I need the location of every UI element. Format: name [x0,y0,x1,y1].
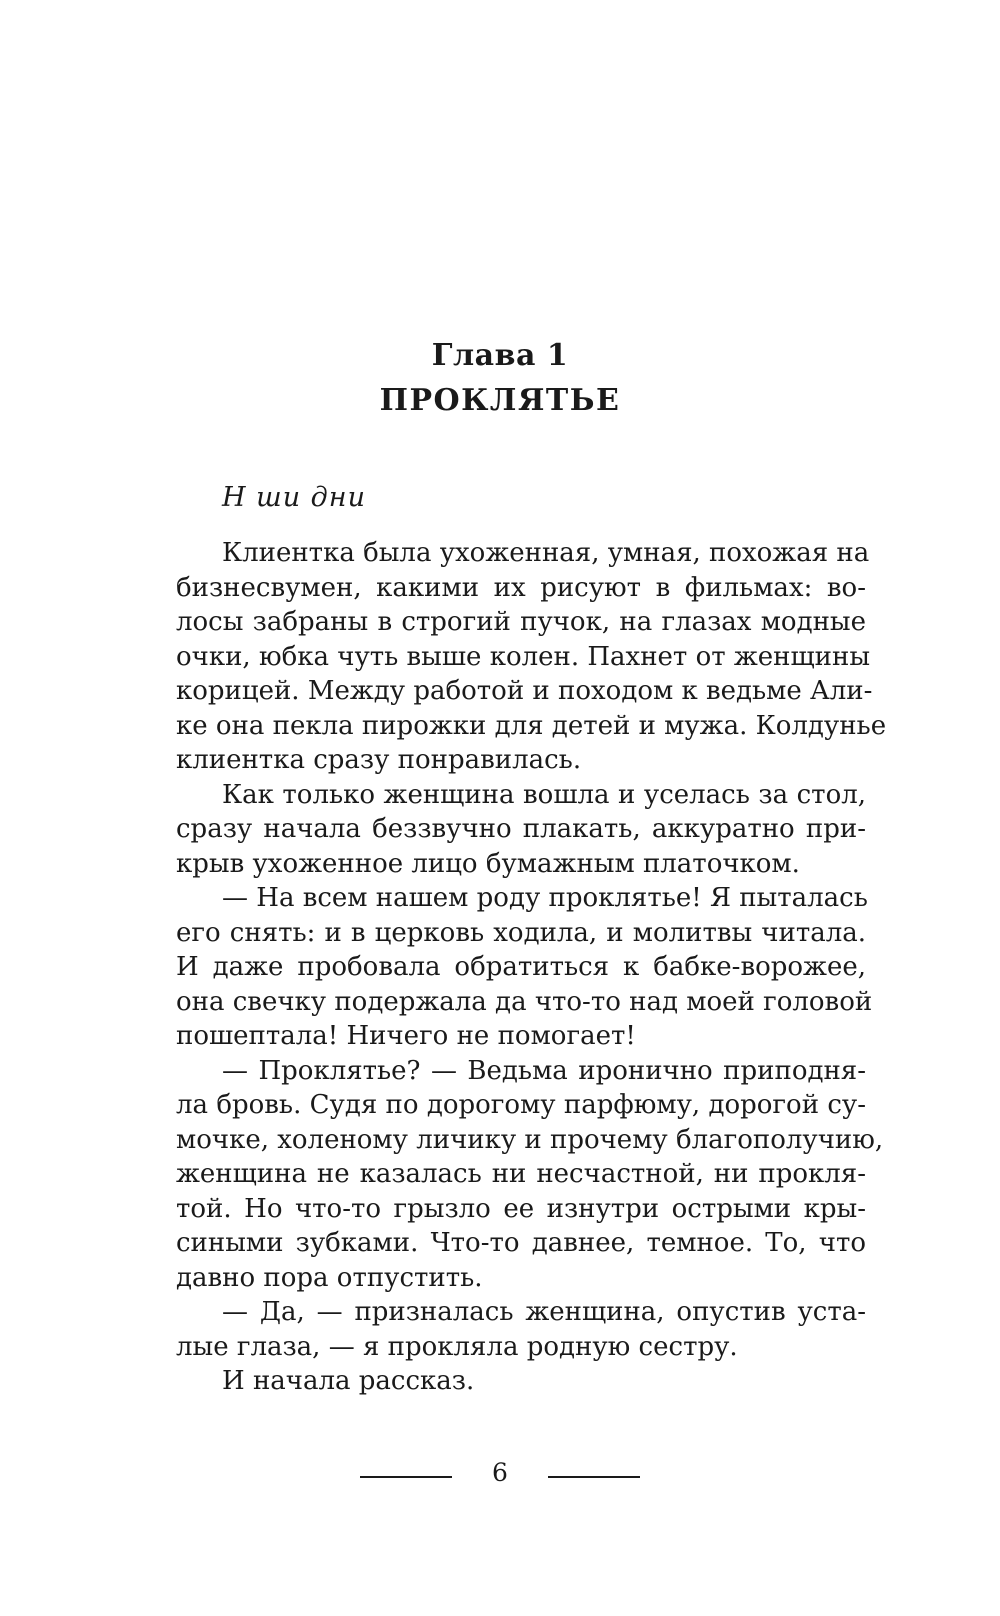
text-line: корицей. Между работой и походом к ведьме Али- [176,676,873,706]
section-title: Н ши дни [222,482,366,513]
text-line: ла бровь. Судя по дорогому парфюму, дорогой су- [176,1090,866,1120]
text-line: крыв ухоженное лицо бумажным платочком. [176,848,800,879]
text-line: мочке, холеному личику и прочему благополучию, [176,1124,884,1155]
text-line: — Проклятье? — Ведьма иронично приподня- [222,1055,866,1086]
text-line: И даже пробовала обратиться к бабке-ворожее, [176,952,866,982]
text-line: той. Но что-то грызло ее изнутри острыми кры- [176,1193,866,1224]
text-line: ке она пекла пирожки для детей и мужа. Колдунье [176,710,887,741]
body-text [176,536,887,1399]
text-line: она свечку подержала да что-то над моей головой [176,986,873,1017]
text-line: Клиентка была ухоженная, умная, похожая на [222,538,870,568]
footer-rule-left [360,1476,452,1478]
text-line: сиными зубками. Что-то давнее, темное. То, что [176,1228,866,1258]
text-line: сразу начала беззвучно плакать, аккуратно при- [176,814,866,844]
text-line: пошептала! Ничего не помогает! [176,1021,636,1051]
chapter-number: Глава 1 [431,338,569,373]
page-number: 6 [492,1458,508,1487]
page-footer [0,1458,1000,1487]
text-line: Как только женщина вошла и уселась за стол, [222,779,866,810]
text-line: лосы забраны в строгий пучок, на глазах модные [176,607,866,637]
text-line: клиентка сразу понравилась. [176,745,582,775]
text-line: — Да, — призналась женщина, опустив уста- [222,1297,866,1327]
text-line: очки, юбка чуть выше колен. Пахнет от женщины [176,641,871,672]
text-line: — На всем нашем роду проклятье! Я пыталась [222,883,868,913]
text-line: его снять: и в церковь ходила, и молитвы читала. [176,917,866,948]
text-line: женщина не казалась ни несчастной, ни прокля- [176,1159,866,1189]
text-line: бизнесвумен, какими их рисуют в фильмах: во- [176,572,866,603]
text-line: лые глаза, — я прокляла родную сестру. [176,1331,738,1362]
chapter-title: ПРОКЛЯТЬЕ [379,383,621,418]
footer-rule-right [548,1476,640,1478]
text-line: И начала рассказ. [222,1366,475,1396]
text-line: давно пора отпустить. [176,1262,483,1293]
